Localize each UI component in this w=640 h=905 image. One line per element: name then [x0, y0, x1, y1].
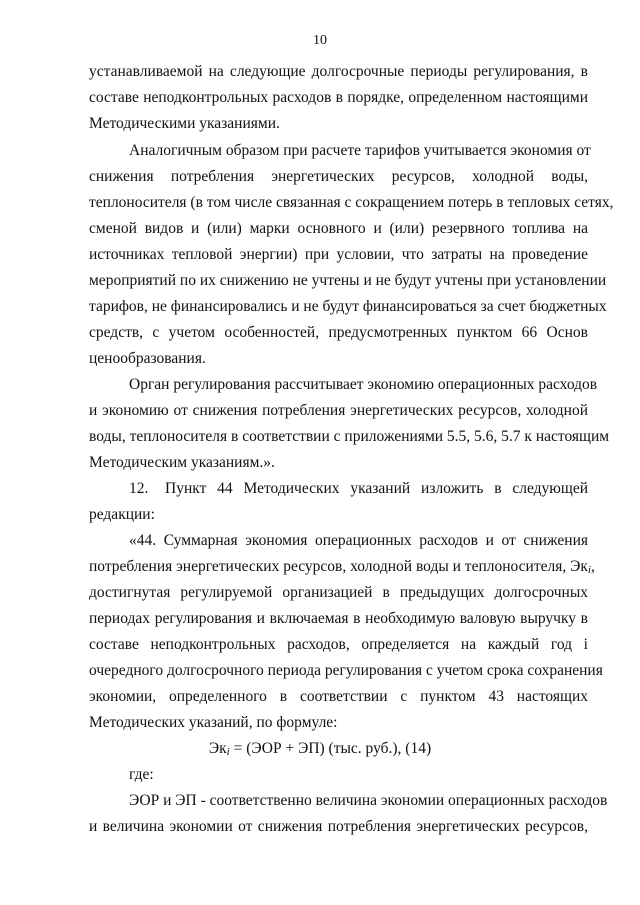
text-line: ЭОР и ЭП - соответственно величина экономии операционных расходов: [129, 792, 608, 809]
text-line: периодах регулирования и включаемая в необходимую валовую выручку в: [89, 610, 588, 627]
text-line: снижения потребления энергетических ресурсов, холодной воды,: [89, 168, 588, 185]
text-line: ценообразования.: [89, 350, 206, 367]
page-number: 10: [313, 33, 327, 48]
text-line: Методических указаний, по формуле:: [89, 714, 338, 731]
text-line: источниках тепловой энергии) при условии, что затраты на проведение: [89, 246, 588, 263]
text-line: составе неподконтрольных расходов в порядке, определенном настоящими: [89, 89, 588, 106]
text-line: где:: [129, 766, 154, 783]
text-line: тарифов, не финансировались и не будут финансироваться за счет бюджетных: [89, 298, 607, 315]
text-line: составе неподконтрольных расходов, определяется на каждый год i: [89, 636, 588, 653]
text-line: средств, с учетом особенностей, предусмотренных пунктом 66 Основ: [89, 324, 588, 341]
text-line: редакции:: [89, 506, 155, 523]
text-line: воды, теплоносителя в соответствии с приложениями 5.5, 5.6, 5.7 к настоящим: [89, 428, 610, 445]
text-line: устанавливаемой на следующие долгосрочные периоды регулирования, в: [89, 63, 588, 80]
text-line: теплоносителя (в том числе связанная с сокращением потерь в тепловых сетях,: [89, 194, 614, 211]
text-line: очередного долгосрочного периода регулирования с учетом срока сохранения: [89, 662, 603, 679]
text-line: Орган регулирования рассчитывает экономию операционных расходов: [129, 376, 598, 393]
text-line: мероприятий по их снижению не учтены и не будут учтены при установлении: [89, 272, 607, 289]
text-line: «44. Суммарная экономия операционных расходов и от снижения: [129, 532, 588, 549]
text-line-with-subscript: потребления энергетических ресурсов, холодной воды и теплоносителя, Экi,: [89, 558, 595, 576]
text-line: Пункт 44 Методических указаний изложить в следующей: [165, 480, 588, 497]
item-number: 12.: [129, 480, 149, 497]
text-line: и величина экономии от снижения потребления энергетических ресурсов,: [89, 818, 588, 835]
text-line: Аналогичным образом при расчете тарифов учитывается экономия от: [129, 142, 591, 159]
text-line: и экономию от снижения потребления энергетических ресурсов, холодной: [89, 402, 588, 419]
text-line: достигнутая регулируемой организацией в предыдущих долгосрочных: [89, 584, 588, 601]
text-line: Методическими указаниями.: [89, 115, 280, 132]
text-line: Методическим указаниям.».: [89, 454, 275, 471]
text-line: сменой видов и (или) марки основного и (или) резервного топлива на: [89, 220, 588, 237]
text-line: экономии, определенного в соответствии с пунктом 43 настоящих: [89, 688, 588, 705]
formula-14: Экi = (ЭОР + ЭП) (тыс. руб.), (14): [208, 740, 432, 758]
